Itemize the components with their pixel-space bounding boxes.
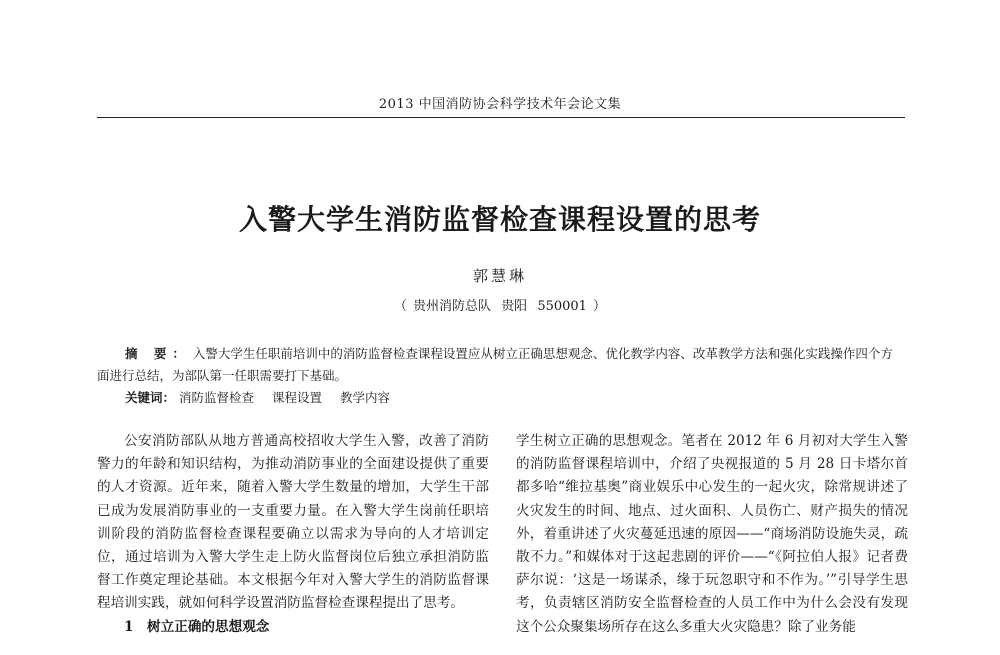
- affiliation-org: 贵州消防总队: [413, 299, 492, 314]
- body-paragraph: 学生树立正确的思想观念。笔者在 2012 年 6 月初对大学生入警的消防监督课程培训中，介绍了央视报道的 5 月 28 日卡塔尔首都多哈“维拉基奥”商业娱乐中心发生的一起火灾，除常规讲述了火灾发生的时间、地点、过火面积、人员伤亡、财产损失的情况外，着重讲述了火灾蔓延迅速的原因——“商场消防设施失灵，疏散不力。”和媒体对于这起悲剧的评价——“《阿拉伯人报》记者费萨尔说：‘这是一场谋杀，缘于玩忽职守和不作为。’”引导学生思考，负责辖区消防安全监督检查的人员工作中为什么会没有发现这个公众聚集场所存在这么多重大火灾隐患？除了业务能: [516, 433, 908, 635]
- abstract: [97, 343, 905, 387]
- keyword-item: 消防监督检查: [179, 390, 255, 405]
- keyword-item: 课程设置: [272, 390, 323, 405]
- running-header: 2013 中国消防协会科学技术年会论文集: [378, 97, 622, 112]
- article-title: 入警大学生消防监督检查课程设置的思考: [238, 203, 761, 236]
- header-rule: [97, 117, 905, 118]
- affiliation-city: 贵阳: [501, 299, 528, 314]
- body-column-left: [97, 430, 489, 639]
- section-heading: 1 树立正确的思想观念: [124, 618, 270, 635]
- keywords: [125, 388, 905, 406]
- keywords-label: 关键词：: [125, 390, 176, 405]
- abstract-label: 摘 要：: [125, 346, 191, 361]
- author-affiliation: [0, 295, 1000, 314]
- affiliation-open-paren: （: [394, 299, 408, 314]
- body-column-right: [516, 430, 908, 639]
- affiliation-postcode: 550001: [537, 299, 587, 314]
- keyword-item: 教学内容: [340, 390, 391, 405]
- affiliation-close-paren: ）: [592, 299, 606, 314]
- abstract-text: 入警大学生任职前培训中的消防监督检查课程设置应从树立正确思想观念、优化教学内容、改革教学方法和强化实践操作四个方面进行总结，为部队第一任职需要打下基础。: [97, 346, 893, 383]
- author-name: 郭慧琳: [472, 267, 527, 285]
- body-paragraph: 公安消防部队从地方普通高校招收大学生入警，改善了消防警力的年龄和知识结构，为推动消防事业的全面建设提供了重要的人才资源。近年来，随着入警大学生数量的增加，大学生干部已成为发展消防事业的一支重要力量。在入警大学生岗前任职培训阶段的消防监督检查课程要确立以需求为导向的人才培训定位，通过培训为入警大学生走上防火监督岗位后独立承担消防监督工作奠定理论基础。本文根据今年对入警大学生的消防监督课程培训实践，就如何科学设置消防监督检查课程提出了思考。: [97, 433, 489, 612]
